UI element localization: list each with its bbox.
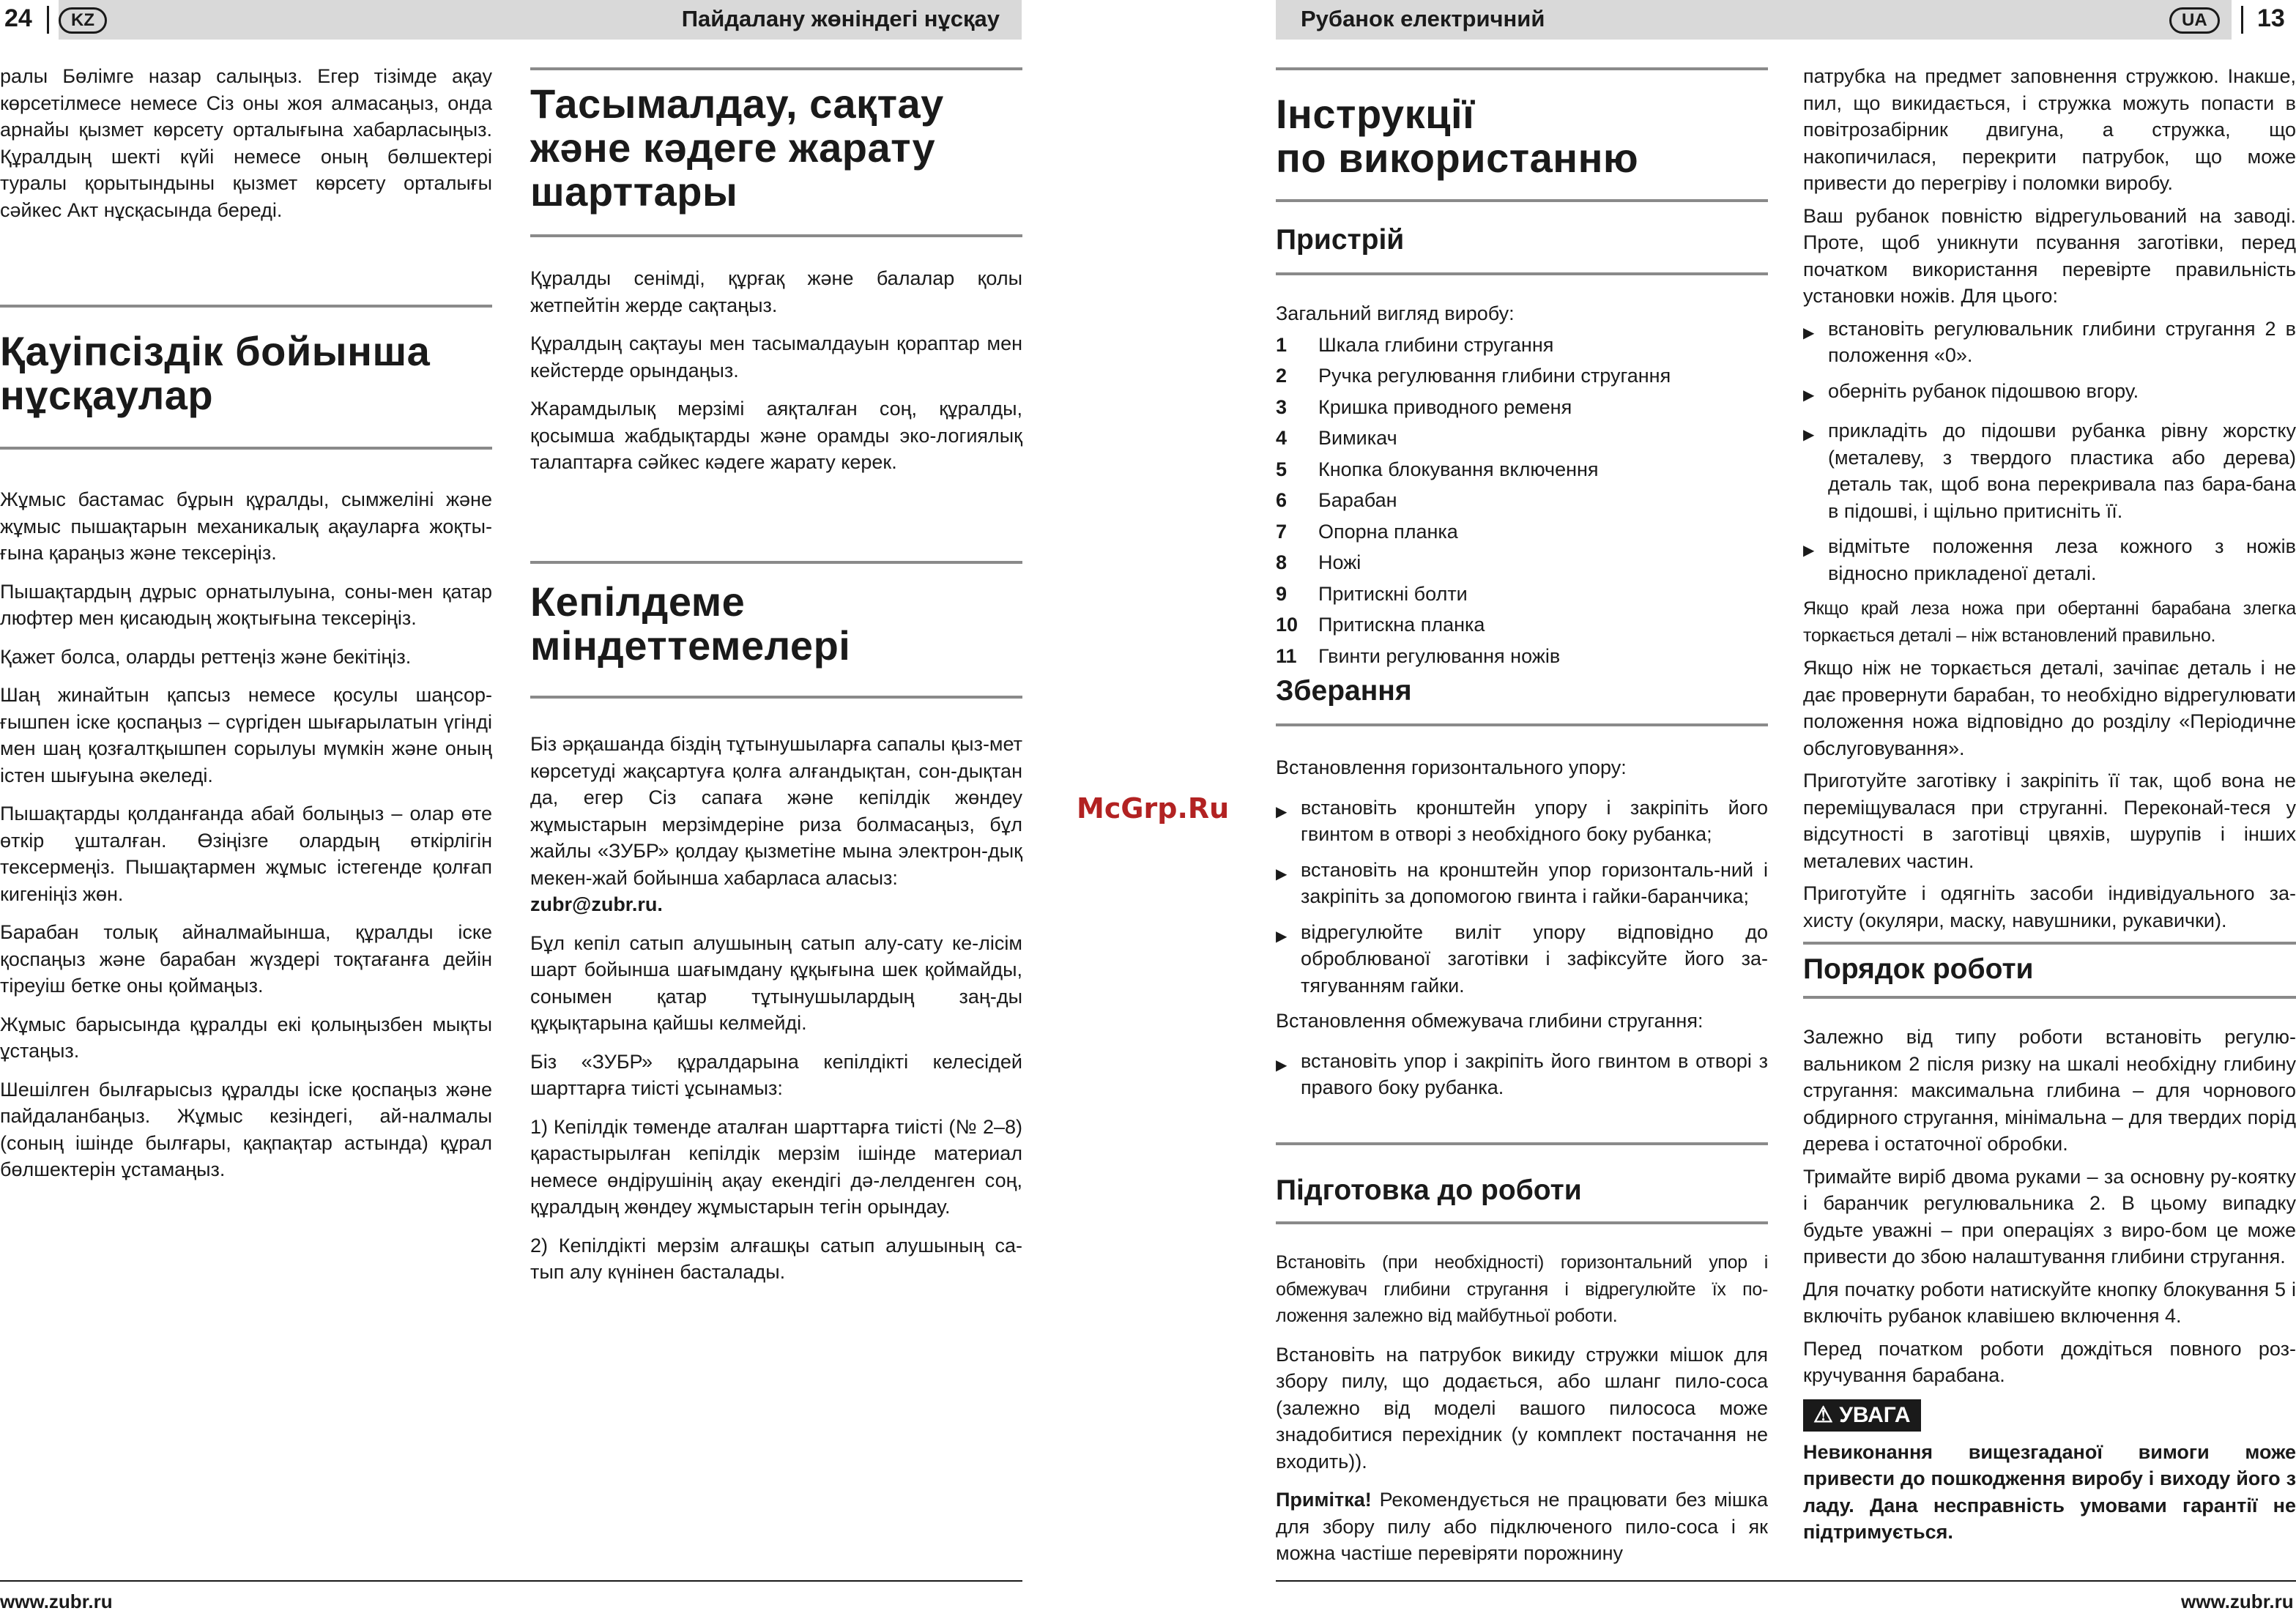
warranty-text [530, 731, 1022, 1298]
col4-section [1803, 63, 2296, 945]
part-item: 2 Ручка регулювання глибини стругання [1276, 365, 1671, 387]
right-page-number: 13 [2257, 4, 2285, 32]
warning-label-text: УВАГА [1839, 1402, 1911, 1427]
col4-bullet: ▶ встановіть регулювальник глибини стругання 2 в положення «0». [1803, 316, 2296, 369]
right-header-title: Рубанок електричний [1301, 6, 1545, 31]
assembly-rule [1276, 723, 1768, 726]
part-item: 1 Шкала глибини стругання [1276, 333, 1554, 356]
part-item: 11 Гвинти регулювання ножів [1276, 644, 1561, 667]
safety-title [0, 330, 492, 417]
col4-bullet: ▶ прикладіть до підошви рубанка рівну жорстку (металеву, з твердого пластика або дерева) деталь так, щоб вона перекривала паз бара-бана в підошві, і щільно притисніть її. [1803, 417, 2296, 524]
left-header-title: Пайдалану жөніндегі нұсқау [681, 6, 1000, 31]
bullet-arrow-icon: ▶ [1276, 928, 1288, 945]
transport-title-line1: Тасымалдау, сақтау [530, 81, 944, 127]
bullet-arrow-icon: ▶ [1803, 387, 1815, 403]
prep-note [1276, 1486, 1768, 1567]
limiter-bullet: ▶ встановіть упор і закріпіть його гвинтом в отворі з правого боку рубанка. [1276, 1048, 1768, 1101]
order-section [1803, 1024, 2296, 1557]
assembly-title: Зберання [1276, 675, 1412, 707]
safety-title-line1: Қауіпсіздік бойынша [0, 328, 431, 374]
safety-para: Барабан толық айналмайынша, құралды іске қоспаңыз және барабан жүздері тоқтағанға дейін тіреуіш бетке оны қоймаңыз. [0, 921, 492, 997]
right-footer-url[interactable]: www.zubr.ru [2181, 1590, 2294, 1612]
warranty-rule [530, 561, 1022, 564]
transport-para: Құралды сенімді, құрғақ және балалар қолы жетпейтін жерде сақтаңыз. [530, 267, 1022, 316]
prep-note-text: Рекомендується не працювати без мішка для збору пилу або підключеного пило-соса і як можна частіше перевіряти порожнину [1276, 1489, 1768, 1564]
order-para: Залежно від типу роботи встановіть регулю-вальником 2 після ризку на шкалі необхідну глибину стругання: максимальна глибина – для чорнового обдирного стругання, мінімальна – для твердих порід дерева і остаточної обробки. [1803, 1026, 2296, 1155]
warranty-email[interactable]: zubr@zubr.ru. [530, 893, 663, 915]
transport-para: Құралдың сақтауы мен тасымалдауын қораптар мен кейстерде орындаңыз. [530, 332, 1022, 382]
watermark: McGrp.Ru [1077, 792, 1230, 825]
safety-para: Жұмыс барысында құралды екі қолыңызбен мықты ұстаңыз. [0, 1013, 492, 1062]
limiter-intro: Встановлення обмежувача глибини стругання: [1276, 1010, 1704, 1032]
left-footer-url[interactable]: www.zubr.ru [0, 1590, 113, 1612]
part-item: 5 Кнопка блокування включення [1276, 458, 1599, 480]
transport-rule-bottom [530, 234, 1022, 237]
right-header-divider [2241, 6, 2243, 34]
assembly-section [1276, 754, 1768, 1110]
main-title-line1: Інструкції [1276, 91, 1475, 137]
prep-title: Підготовка до роботи [1276, 1175, 1582, 1206]
transport-title-line3: шарттары [530, 168, 738, 215]
transport-rule [530, 67, 1022, 70]
order-para: Для початку роботи натискуйте кнопку блокування 5 і включіть рубанок клавішею включення 4. [1803, 1278, 2296, 1327]
bullet-arrow-icon: ▶ [1803, 324, 1815, 341]
safety-para: Пышақтардың дұрыс орнатылуына, соны-мен қатар люфтер мен қисаюдың жоқтығына тексеріңіз. [0, 580, 492, 629]
warranty-para: 1) Кепілдік төменде аталған шарттарға тиісті (№ 2–8) қарастырылған кепілдік мерзім ішінде материал немесе өндірушінің ақау екендігі дә-лелденген соң, құралдың жөндеу жұмыстарын тегін орындау. [530, 1115, 1022, 1218]
bullet-arrow-icon: ▶ [1276, 866, 1288, 882]
col4-para: Приготуйте заготівку і закріпіть її так, щоб вона не переміщувалася при струганні. Переконай-теся у відсутності в заготівці цвяхів, шурупів і інших металевих частин. [1803, 770, 2296, 872]
bullet-arrow-icon: ▶ [1803, 543, 1815, 559]
prep-note-label: Примітка! [1276, 1489, 1372, 1511]
main-title-rule [1276, 67, 1768, 70]
warranty-title-line2: міндеттемелері [530, 622, 851, 669]
main-title-line2: по використанню [1276, 135, 1639, 181]
order-rule-bottom [1803, 996, 2296, 999]
assembly-bullet: ▶ відрегулюйте виліт упору відповідно до оброблюваної заготівки і зафіксуйте його за-тягуванням гайки. [1276, 919, 1768, 1000]
col4-para: Приготуйте і одягніть засоби індивідуального за-хисту (окуляри, маску, навушники, рукавички). [1803, 882, 2296, 931]
safety-text [0, 486, 492, 1195]
left-page-number: 24 [4, 4, 32, 32]
left-header-divider [47, 6, 49, 34]
device-section [1276, 300, 1768, 674]
assembly-bullet: ▶ встановіть на кронштейн упор горизонталь-ний і закріпіть за допомогою гвинта і гайки-баранчика; [1276, 857, 1768, 910]
assembly-bullet: ▶ встановіть кронштейн упору і закріпіть його гвинтом в отворі з необхідного боку рубанка; [1276, 794, 1768, 848]
warning-label [1803, 1399, 1921, 1432]
warranty-rule-bottom [530, 696, 1022, 699]
col4-para: Ваш рубанок повністю відрегульований на заводі. Проте, щоб уникнути псування заготівки, перед початком використання перевірте правильність установки ножів. Для цього: [1803, 204, 2296, 307]
order-rule [1803, 942, 2296, 945]
safety-para: Қажет болса, оларды реттеңіз және бекітіңіз. [0, 645, 412, 668]
right-lang-badge: UA [2169, 7, 2220, 34]
device-rule [1276, 272, 1768, 275]
safety-para: Шешілген былғарысыз құралды іске қоспаңыз және пайдаланбаңыз. Жұмыс кезіндегі, ай-налмалы (соның ішінде былғары, қақпақтар астында) құрал бөлшектерін ұстамаңыз. [0, 1078, 492, 1180]
prep-rule-bottom [1276, 1221, 1768, 1224]
part-item: 10 Притискна планка [1276, 614, 1485, 636]
assembly-intro: Встановлення горизонтального упору: [1276, 756, 1627, 778]
warning-icon: ⚠ [1813, 1402, 1833, 1427]
bullet-arrow-icon: ▶ [1276, 803, 1288, 820]
col4-bullet: ▶ відмітьте положення леза кожного з ножів відносно прикладеної деталі. [1803, 533, 2296, 587]
order-para: Тримайте виріб двома руками – за основну ру-коятку і баранчик регулювальника 2. В цьому випадку будьте уважні – при операціях з виро-бом це може привести до збою налаштування глибини стругання. [1803, 1165, 2296, 1268]
part-item: 8 Ножі [1276, 551, 1361, 573]
order-title: Порядок роботи [1803, 953, 2034, 985]
safety-title-line2: нұсқаулар [0, 372, 214, 418]
warranty-para: Біз «ЗУБР» құралдарына кепілдікті келесідей шарттарға тиісті ұсынамыз: [530, 1050, 1022, 1099]
safety-rule-bottom [0, 447, 492, 450]
safety-rule [0, 305, 492, 308]
warranty-para: Біз әрқашанда біздің тұтынушыларға сапалы қыз-мет көрсетуді жақсартуға қолға алғандықтан, сон-дықтан да, егер Сіз сапаға және кепілдік жөндеу жұмыстарын мерзімдеріне риза болмасаңыз, бұл жайлы «ЗУБР» қолдау қызметіне мына электрон-дық мекен-жай бойынша хабарласа аласыз: [530, 733, 1022, 889]
right-footer-line [1276, 1580, 2296, 1582]
left-col1-intro: ралы Бөлімге назар салыңыз. Егер тізімде ақау көрсетілмесе немесе Сіз оны жоя алмасаңыз, онда арнайы қызмет көрсету орталығына хабарласыңыз. Құралдың шекті күйі немесе оның бөлшектері туралы қорытындыны қызмет көрсету орталығы сәйкес Акт нұсқасында береді. [0, 65, 492, 221]
transport-text [530, 265, 1022, 488]
safety-para: Шаң жинайтын қапсыз немесе қосулы шаңсор-ғышпен іске қоспаңыз – сүргіден шығарылатын үгінді мен шаң қозғалтқышпен сорылуы мүмкін және оның істен шығуына әкеледі. [0, 684, 492, 786]
safety-para: Пышақтарды қолданғанда абай болыңыз – олар өте өткір ұшталған. Өзіңізге олардың өткірлігін тексермеңіз. Пышақтармен жұмыс істегенде қолғап кигеніңіз жөн. [0, 803, 492, 905]
part-item: 4 Вимикач [1276, 427, 1397, 449]
col4-para: патрубка на предмет заповнення стружкою. Інакше, пил, що викидається, і стружка можуть попасти в повітрозабірник двигуна, а стружка, що накопичилася, перекрити патрубок, що може привести до перегріву і поломки виробу. [1803, 65, 2296, 194]
part-item: 3 Кришка приводного ременя [1276, 395, 1572, 418]
warranty-title-line1: Кепілдеме [530, 578, 746, 625]
device-title: Пристрій [1276, 224, 1405, 256]
device-intro: Загальний вигляд виробу: [1276, 302, 1515, 324]
transport-title [530, 82, 1022, 214]
bullet-arrow-icon: ▶ [1803, 427, 1815, 443]
transport-para: Жарамдылық мерзімі аяқталған соң, құралды, қосымша жабдықтарды және орамды эко-логиялық талаптарға сәйкес кәдеге жарату керек. [530, 398, 1022, 473]
prep-para: Встановіть (при необхідності) горизонтальний упор і обмежувач глибини стругання і відрегулюйте їх по-ложення залежно від майбутньої роботи. [1276, 1252, 1768, 1326]
prep-section [1276, 1249, 1768, 1579]
safety-para: Жұмыс бастамас бұрын құралды, сымжеліні және жұмыс пышақтарын механикалық ақауларға жоқты-ғына қараңыз және тексеріңіз. [0, 488, 492, 564]
warning-text: Невиконання вищезгаданої вимоги може привести до пошкодження виробу і виходу його з ладу. Дана несправність умовами гарантії не підтримується. [1803, 1440, 2296, 1543]
left-footer-line [0, 1580, 1022, 1582]
bullet-arrow-icon: ▶ [1276, 1057, 1288, 1073]
warranty-title [530, 580, 1022, 668]
transport-title-line2: және кәдеге жарату [530, 124, 936, 171]
warranty-para: Бұл кепіл сатып алушының сатып алу-сату ке-лісім шарт бойынша шағымдану құқығына шек қоймайды, сонымен қатар тұтынушылардың заң-ды құқықтарына қайшы келмейді. [530, 931, 1022, 1034]
col4-bullet: ▶ оберніть рубанок підошвою вгору. [1803, 378, 2296, 409]
part-item: 6 Барабан [1276, 489, 1397, 511]
part-item: 7 Опорна планка [1276, 520, 1458, 543]
prep-rule [1276, 1142, 1768, 1145]
left-lang-badge: KZ [59, 7, 107, 34]
part-item: 9 Притискні болти [1276, 582, 1468, 605]
prep-para: Встановіть на патрубок викиду стружки мішок для збору пилу, що додається, або шланг пило-соса (залежно від моделі вашого пилососа може знадобитися перехідник (у комплект постачання не входить)). [1276, 1343, 1768, 1473]
col4-para: Якщо ніж не торкається деталі, зачіпає деталь і не дає провернути барабан, то необхідно відрегулювати положення ножа відповідно до розділу «Періодичне обслуговування». [1803, 657, 2296, 759]
warranty-para: 2) Кепілдікті мерзім алғашқы сатып алушының са-тып алу күнінен басталады. [530, 1234, 1022, 1283]
main-title [1276, 92, 1768, 180]
col4-para: Якщо край леза ножа при обертанні барабана злегка торкається деталі – ніж встановлений правильно. [1803, 598, 2296, 646]
order-para: Перед початком роботи дождіться повного роз-кручування барабана. [1803, 1337, 2296, 1386]
main-title-rule-bottom [1276, 199, 1768, 202]
